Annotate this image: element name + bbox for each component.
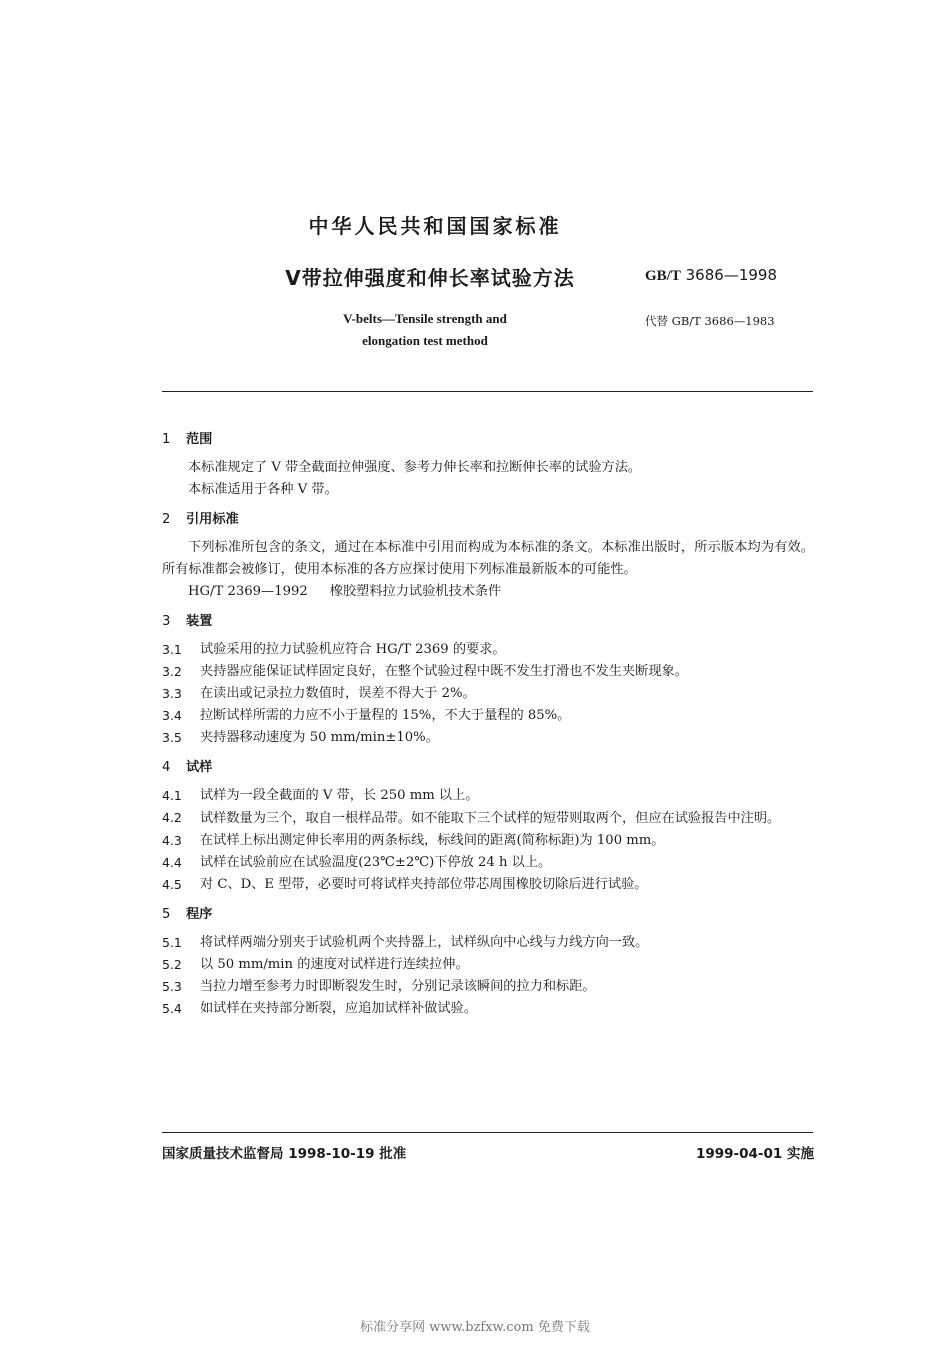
clause-number: 4.2 — [162, 810, 182, 825]
clause-text: 试样数量为三个，取自一根样品带。如不能取下三个试样的短带则取两个，但应在试验报告中注明。 — [200, 811, 781, 826]
clause-text: 拉断试样所需的力应不小于量程的 15%，不大于量程的 85%。 — [200, 708, 571, 723]
site-watermark: 标准分享网 www.bzfxw.com 免费下载 — [360, 1320, 590, 1335]
section-1-heading — [162, 429, 814, 451]
replaces-note: 代替 GB/T 3686—1983 — [645, 314, 775, 328]
reference-code: HG/T 2369—1992 — [188, 584, 308, 599]
standard-code-number: 3686—1998 — [685, 266, 777, 284]
section-number: 5 — [162, 907, 171, 922]
section-3-heading — [162, 611, 814, 633]
reference-title: 橡胶塑料拉力试验机技术条件 — [329, 584, 502, 599]
clause — [162, 830, 814, 852]
clause — [162, 727, 814, 749]
section-5-heading — [162, 904, 814, 926]
document-title: V带拉伸强度和伸长率试验方法 — [285, 266, 575, 290]
clause — [162, 661, 814, 683]
approval-date: 国家质量技术监督局 1998-10-19 批准 — [162, 1146, 407, 1162]
clause — [162, 683, 814, 705]
clause-text: 夹持器应能保证试样固定良好，在整个试验过程中既不发生打滑也不发生夹断现象。 — [200, 664, 688, 679]
clause — [162, 785, 814, 807]
standard-code-prefix: GB/T — [645, 268, 681, 284]
clause-number: 4.4 — [162, 855, 182, 870]
clause-number: 3.4 — [162, 708, 182, 723]
section-title: 试样 — [186, 760, 213, 775]
paragraph: 本标准适用于各种 V 带。 — [188, 482, 338, 497]
clause-text: 如试样在夹持部分断裂，应追加试样补做试验。 — [200, 1001, 477, 1016]
clause-text: 试样为一段全截面的 V 带，长 250 mm 以上。 — [200, 788, 479, 803]
clause-text: 以 50 mm/min 的速度对试样进行连续拉伸。 — [200, 957, 469, 972]
paragraph: 本标准规定了 V 带全截面拉伸强度、参考力伸长率和拉断伸长率的试验方法。 — [188, 460, 642, 475]
clause — [162, 874, 814, 896]
section-title: 引用标准 — [186, 512, 239, 527]
clause-number: 4.3 — [162, 833, 182, 848]
section-title: 装置 — [186, 614, 213, 629]
english-title-line2: elongation test method — [362, 333, 488, 348]
clause-number: 3.2 — [162, 664, 182, 679]
clause — [162, 976, 814, 998]
clause-text: 对 C、D、E 型带，必要时可将试样夹持部位带芯周围橡胶切除后进行试验。 — [200, 877, 648, 892]
section-4-heading — [162, 757, 814, 779]
clause-number: 3.3 — [162, 686, 182, 701]
clause — [162, 852, 814, 874]
clause — [162, 807, 814, 830]
clause-number: 5.2 — [162, 957, 182, 972]
section-title: 范围 — [186, 432, 213, 447]
paragraph: 下列标准所包含的条文，通过在本标准中引用而构成为本标准的条文。本标准出版时，所示版本均为有效。所有标准都会被修订，使用本标准的各方应探讨使用下列标准最新版本的可能性。 — [162, 540, 814, 577]
clause — [162, 954, 814, 976]
section-number: 4 — [162, 760, 171, 775]
clause-text: 当拉力增至参考力时即断裂发生时，分别记录该瞬间的拉力和标距。 — [200, 979, 596, 994]
clause — [162, 705, 814, 727]
standard-code — [645, 266, 777, 285]
clause-number: 4.5 — [162, 877, 182, 892]
national-standard-heading: 中华人民共和国国家标准 — [308, 214, 562, 238]
clause-number: 4.1 — [162, 788, 182, 803]
clause-text: 在试样上标出测定伸长率用的两条标线，标线间的距离(简称标距)为 100 mm。 — [200, 833, 665, 848]
english-title-line1: V-belts—Tensile strength and — [343, 311, 507, 326]
section-number: 3 — [162, 614, 171, 629]
section-number: 1 — [162, 432, 171, 447]
clause-text: 夹持器移动速度为 50 mm/min±10%。 — [200, 730, 439, 745]
english-title — [280, 308, 570, 352]
clause — [162, 932, 814, 954]
clause-text: 试验采用的拉力试验机应符合 HG/T 2369 的要求。 — [200, 642, 506, 657]
effective-date: 1999-04-01 实施 — [695, 1146, 814, 1162]
clause-text: 在读出或记录拉力数值时，误差不得大于 2%。 — [200, 686, 476, 701]
clause-text: 试样在试验前应在试验温度(23℃±2℃)下停放 24 h 以上。 — [200, 855, 552, 870]
document-body — [162, 429, 814, 1020]
referenced-standard — [162, 581, 814, 603]
clause-number: 5.3 — [162, 979, 182, 994]
clause-number: 3.1 — [162, 642, 182, 657]
header-divider — [162, 391, 813, 392]
clause-number: 5.1 — [162, 935, 182, 950]
clause-number: 5.4 — [162, 1001, 182, 1016]
clause-text: 将试样两端分别夹于试验机两个夹持器上，试样纵向中心线与力线方向一致。 — [200, 935, 649, 950]
section-number: 2 — [162, 512, 171, 527]
section-title: 程序 — [186, 907, 213, 922]
section-2-heading — [162, 509, 814, 531]
clause — [162, 998, 814, 1020]
clause-number: 3.5 — [162, 730, 182, 745]
clause — [162, 639, 814, 661]
footer-divider — [162, 1132, 813, 1133]
